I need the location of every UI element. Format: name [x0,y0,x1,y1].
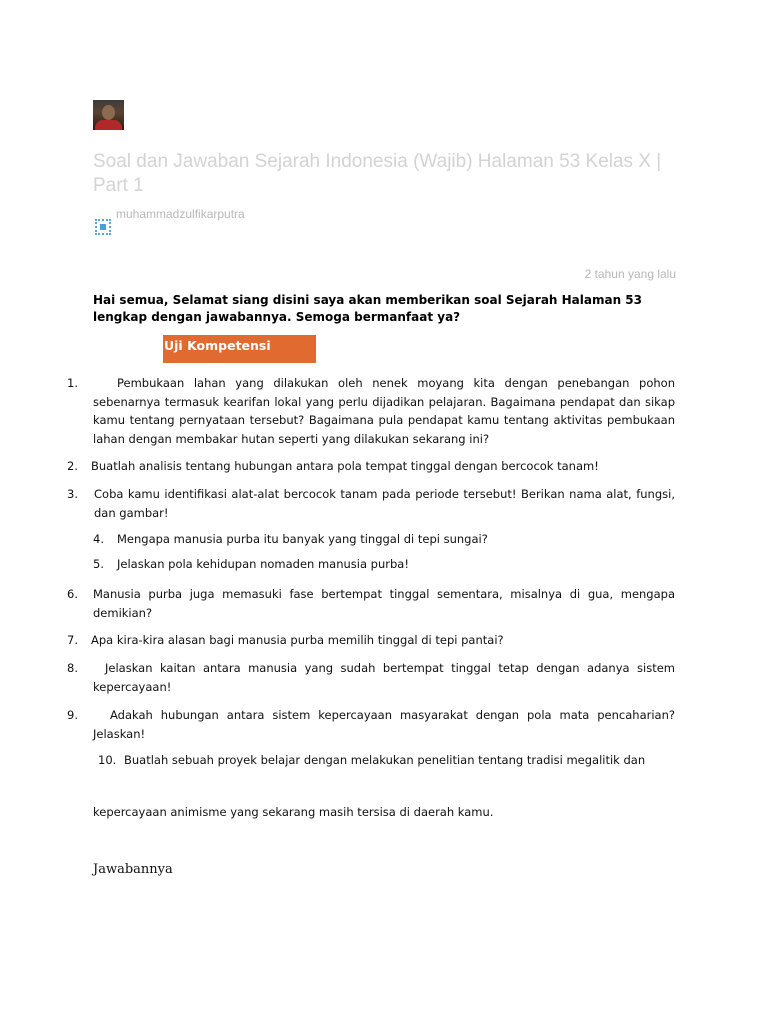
question-text: Jelaskan pola kehidupan nomaden manusia purba! [117,557,409,571]
question-number: 9. [67,708,78,722]
question-6 [67,585,675,622]
question-number: 8. [67,661,78,675]
question-text: Adakah hubungan antara sistem kepercayaan masyarakat dengan pola mata pencaharian? Jelaskan! [93,708,675,741]
profile-icon[interactable] [95,219,111,235]
question-text: Apa kira-kira alasan bagi manusia purba memilih tinggal di tepi pantai? [91,633,504,647]
question-text: Mengapa manusia purba itu banyak yang tinggal di tepi sungai? [117,532,488,546]
avatar-face [102,105,115,120]
question-4 [93,530,675,549]
author-name[interactable]: muhammadzulfikarputra [116,207,245,221]
question-3 [67,485,675,522]
question-text: Pembukaan lahan yang dilakukan oleh nenek moyang kita dengan penebangan pohon sebenarnya termasuk kearifan lokal yang perlu dijadikan pelajaran. Bagaimana pendapat dan sikap kamu tentang pernyataan tersebut? Bagaimana pula pendapat kamu tentang aktivitas pembukaan lahan dengan membakar hutan seperti yang dilakukan sekarang ini? [93,376,675,446]
question-8 [67,659,675,696]
answers-heading: Jawabannya [93,862,173,877]
question-number: 2. [67,459,78,473]
section-badge: Uji Kompetensi [163,335,316,363]
question-text: Coba kamu identifikasi alat-alat bercocok tanam pada periode tersebut! Berikan nama alat, fungsi, dan gambar! [94,487,675,520]
question-number: 3. [67,487,78,501]
question-2 [67,457,675,476]
author-avatar[interactable] [93,100,124,130]
question-9 [67,706,675,743]
intro-paragraph: Hai semua, Selamat siang disini saya akan memberikan soal Sejarah Halaman 53 lengkap dengan jawabannya. Semoga bermanfaat ya? [93,293,643,324]
question-1 [67,374,675,448]
question-10 [98,751,675,770]
question-number: 4. [93,532,104,546]
question-text: Buatlah analisis tentang hubungan antara pola tempat tinggal dengan bercocok tanam! [91,459,599,473]
closing-line: kepercayaan animisme yang sekarang masih tersisa di daerah kamu. [93,805,494,819]
avatar-shirt [95,120,122,130]
article-title: Soal dan Jawaban Sejarah Indonesia (Wajib) Halaman 53 Kelas X | Part 1 [93,151,662,196]
question-text: Manusia purba juga memasuki fase bertempat tinggal sementara, misalnya di gua, mengapa demikian? [93,587,675,620]
question-number: 7. [67,633,78,647]
question-7 [67,631,675,650]
question-number: 1. [67,376,78,390]
question-5 [93,555,675,574]
question-number: 10. [98,753,117,767]
question-text: Buatlah sebuah proyek belajar dengan melakukan penelitian tentang tradisi megalitik dan [124,753,646,767]
question-number: 6. [67,587,78,601]
post-time: 2 tahun yang lalu [584,267,676,281]
question-number: 5. [93,557,104,571]
question-text: Jelaskan kaitan antara manusia yang sudah bertempat tinggal tetap dengan adanya sistem kepercayaan! [93,661,675,694]
